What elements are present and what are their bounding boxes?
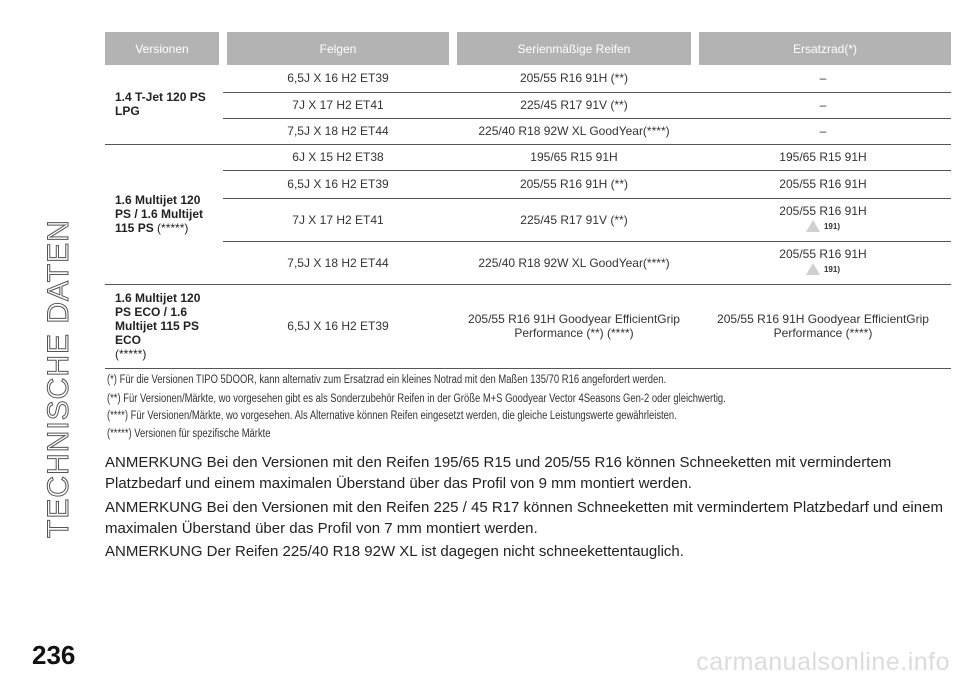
header-spare-wheel: Ersatzrad(*) (695, 32, 951, 65)
rim-cell: 7,5J X 18 H2 ET44 (223, 241, 453, 284)
rim-cell: 6,5J X 16 H2 ET39 (223, 284, 453, 368)
note-paragraph: ANMERKUNG Der Reifen 225/40 R18 92W XL ist dagegen nicht schneekettentauglich. (105, 543, 684, 560)
table-row (105, 170, 951, 198)
version-cell (105, 144, 223, 284)
footnote: (*****) Versionen für spezifische Märkte (107, 428, 271, 440)
spare-cell: 205/55 R16 91H Goodyear EfficientGrip Performance (****) (695, 284, 951, 368)
warning-reference (806, 263, 840, 275)
table-row (105, 92, 951, 118)
table-row (105, 284, 951, 368)
tyre-cell: 195/65 R15 91H (453, 144, 695, 170)
spare-cell (695, 198, 951, 241)
spare-cell: – (695, 118, 951, 144)
header-versions: Versionen (105, 32, 223, 65)
tyre-spec-table (105, 32, 951, 369)
rim-cell: 7J X 17 H2 ET41 (223, 92, 453, 118)
section-side-title (42, 219, 75, 538)
table-row (105, 65, 951, 92)
rim-cell: 6J X 15 H2 ET38 (223, 144, 453, 170)
warning-ref-number: 191) (823, 264, 840, 274)
note-paragraph: ANMERKUNG Bei den Versionen mit den Reifen 195/65 R15 und 205/55 R16 können Schneeketten mit vermindertem Platzbedarf und einem maximalen Überstand über das Profil von 9 mm montiert werden. (105, 454, 892, 492)
version-name: 1.4 T-Jet 120 PS LPG (115, 90, 206, 119)
version-name: 1.6 Multijet 120 PS / 1.6 Multijet 115 PS (115, 193, 204, 235)
spare-cell: – (695, 92, 951, 118)
table-row (105, 241, 951, 284)
spare-cell: 195/65 R15 91H (695, 144, 951, 170)
warning-reference (806, 220, 840, 232)
rim-cell: 6,5J X 16 H2 ET39 (223, 170, 453, 198)
note-paragraph: ANMERKUNG Bei den Versionen mit den Reifen 225 / 45 R17 können Schneeketten mit vermindertem Platzbedarf und einem maximalen Überstand über das Profil von 7 mm montiert werden. (105, 499, 943, 537)
section-side-title-text: TECHNISCHE DATEN (42, 219, 75, 538)
footnote: (**) Für Versionen/Märkte, wo vorgesehen gibt es als Sonderzubehör Reifen in der Größe M+S Goodyear Vector 4Seasons Gen-2 oder gleichwertig. (107, 393, 726, 405)
header-rims: Felgen (223, 32, 453, 65)
rim-cell: 6,5J X 16 H2 ET39 (223, 65, 453, 92)
spare-value: 205/55 R16 91H (779, 204, 867, 218)
version-footnote-mark: (*****) (157, 221, 189, 235)
spare-value: 205/55 R16 91H (779, 247, 867, 261)
tyre-cell: 225/40 R18 92W XL GoodYear(****) (453, 118, 695, 144)
tyre-cell: 205/55 R16 91H (**) (453, 65, 695, 92)
warning-triangle-icon (806, 220, 820, 232)
version-footnote-mark: (*****) (115, 347, 147, 361)
spare-cell: 205/55 R16 91H (695, 170, 951, 198)
footnote: (****) Für Versionen/Märkte, wo vorgesehen. Als Alternative können Reifen eingesetzt werden, die gleiche Leistungswerte gewährleisten. (107, 410, 677, 422)
warning-triangle-icon (806, 263, 820, 275)
version-name: 1.6 Multijet 120 PS ECO / 1.6 Multijet 115 PS ECO (115, 291, 201, 347)
spare-cell (695, 241, 951, 284)
footnote: (*) Für die Versionen TIPO 5DOOR, kann alternativ zum Ersatzrad ein kleines Notrad mit den Maßen 135/70 R16 angefordert werden. (107, 374, 667, 386)
tyre-cell: 225/45 R17 91V (**) (453, 198, 695, 241)
warning-ref-number: 191) (823, 221, 840, 231)
rim-cell: 7,5J X 18 H2 ET44 (223, 118, 453, 144)
table-header-row (105, 32, 951, 65)
watermark: carmanualsonline.info (696, 648, 950, 676)
tyre-cell: 205/55 R16 91H Goodyear EfficientGrip Performance (**) (****) (453, 284, 695, 368)
tyre-cell: 225/45 R17 91V (**) (453, 92, 695, 118)
table-row (105, 118, 951, 144)
tyre-cell: 225/40 R18 92W XL GoodYear(****) (453, 241, 695, 284)
spare-cell: – (695, 65, 951, 92)
header-standard-tyres: Serienmäßige Reifen (453, 32, 695, 65)
version-cell (105, 284, 223, 368)
table-row (105, 144, 951, 170)
rim-cell: 7J X 17 H2 ET41 (223, 198, 453, 241)
version-cell (105, 65, 223, 144)
table-row (105, 198, 951, 241)
tyre-cell: 205/55 R16 91H (**) (453, 170, 695, 198)
page-number: 236 (32, 640, 76, 670)
